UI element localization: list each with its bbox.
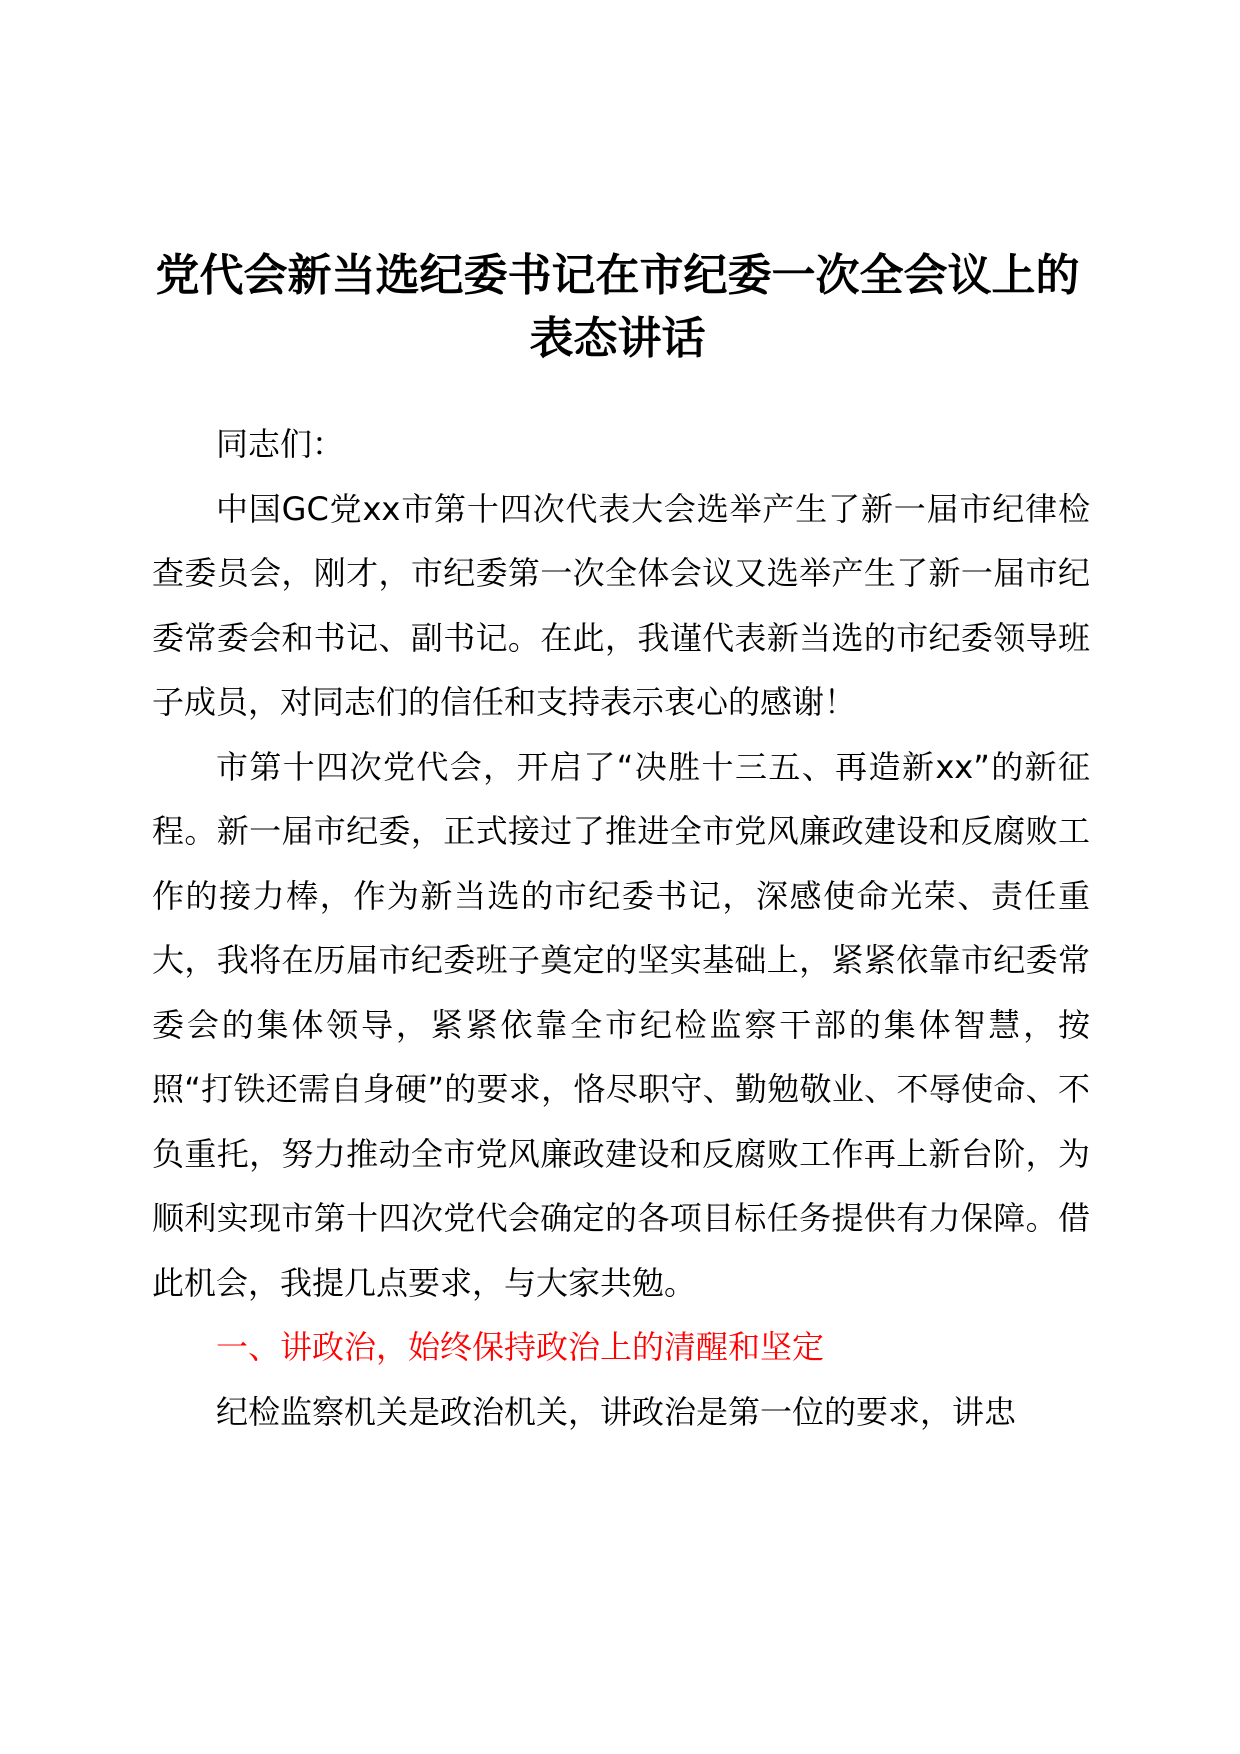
paragraph-1: 中国GC党xx市第十四次代表大会选举产生了新一届市纪律检查委员会，刚才，市纪委第一次全体会议又选举产生了新一届市纪委常委会和书记、副书记。在此，我谨代表新当选的市纪委领导班子成员，对同志们的信任和支持表示衷心的感谢！ <box>152 489 1090 721</box>
document-body <box>152 412 1090 1444</box>
salutation: 同志们： <box>216 425 345 463</box>
section-heading-1 <box>152 1315 1090 1380</box>
document-title: 党代会新当选纪委书记在市纪委一次全会议上的表态讲话 <box>155 250 1080 364</box>
paragraph-3: 纪检监察机关是政治机关，讲政治是第一位的要求，讲忠 <box>216 1392 1017 1431</box>
paragraph-2: 市第十四次党代会，开启了“决胜十三五、再造新xx”的新征程。新一届市纪委，正式接过了推进全市党风廉政建设和反腐败工作的接力棒，作为新当选的市纪委书记，深感使命光荣、责任重大，我将在历届市纪委班子奠定的坚实基础上，紧紧依靠市纪委常委会的集体领导，紧紧依靠全市纪检监察干部的集体智慧，按照“打铁还需自身硬”的要求，恪尽职守、勤勉敬业、不辱使命、不负重托，努力推动全市党风廉政建设和反腐败工作再上新台阶，为顺利实现市第十四次党代会确定的各项目标任务提供有力保障。借此机会，我提几点要求，与大家共勉。 <box>152 747 1090 1302</box>
section-heading-text: 一、讲政治，始终保持政治上的清醒和坚定 <box>216 1329 825 1365</box>
